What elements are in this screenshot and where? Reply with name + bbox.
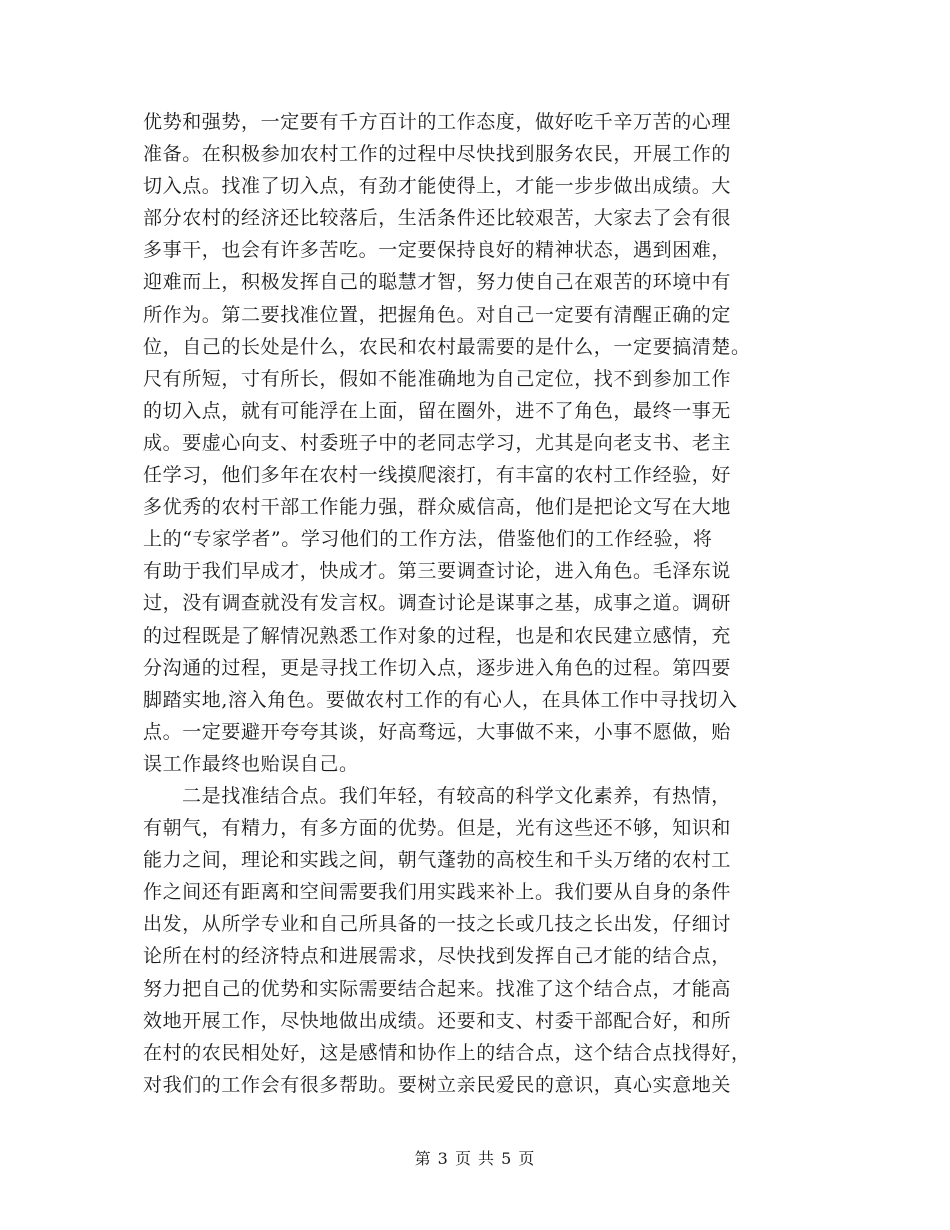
text-line: 位，自己的长处是什么，农民和农村最需要的是什么，一定要搞清楚。 (143, 335, 751, 358)
text-line: 点。一定要避开夸夸其谈，好高骛远，大事做不来，小事不愿做，贻 (143, 720, 732, 743)
text-line: 多事干，也会有许多苦吃。一定要保持良好的精神状态，遇到困难， (143, 239, 732, 262)
text-line: 任学习，他们多年在农村一线摸爬滚打，有丰富的农村工作经验，好 (143, 464, 732, 487)
text-line: 误工作最终也贻误自己。 (143, 752, 359, 775)
paragraph-start-line: 二是找准结合点。我们年轻，有较高的科学文化素养，有热情， (182, 784, 731, 807)
text-line: 有朝气，有精力，有多方面的优势。但是，光有这些还不够，知识和 (143, 817, 732, 840)
text-line: 的切入点，就有可能浮在上面，留在圈外，进不了角色，最终一事无 (143, 399, 732, 422)
text-line: 分沟通的过程，更是寻找工作切入点，逐步进入角色的过程。第四要 (143, 656, 732, 679)
text-line: 在村的农民相处好，这是感情和协作上的结合点，这个结合点找得好， (143, 1041, 751, 1064)
text-line: 切入点。找准了切入点，有劲才能使得上，才能一步步做出成绩。大 (143, 175, 732, 198)
text-line: 多优秀的农村干部工作能力强，群众威信高，他们是把论文写在大地 (143, 496, 732, 519)
text-line: 成。要虚心向支、村委班子中的老同志学习，尤其是向老支书、老主 (143, 431, 732, 454)
text-line: 部分农村的经济还比较落后，生活条件还比较艰苦，大家去了会有很 (143, 207, 732, 230)
text-line: 上的“专家学者”。学习他们的工作方法，借鉴他们的工作经验，将 (143, 528, 713, 551)
text-line: 准备。在积极参加农村工作的过程中尽快找到服务农民，开展工作的 (143, 143, 732, 166)
text-line: 尺有所短，寸有所长，假如不能准确地为自己定位，找不到参加工作 (143, 367, 732, 390)
text-line: 优势和强势，一定要有千方百计的工作态度，做好吃千辛万苦的心理 (143, 111, 732, 133)
text-line: 论所在村的经济特点和进展需求，尽快找到发挥自己才能的结合点， (143, 945, 732, 968)
text-line: 有助于我们早成才，快成才。第三要调查讨论，进入角色。毛泽东说 (143, 560, 732, 583)
text-line: 脚踏实地,溶入角色。要做农村工作的有心人，在具体工作中寻找切入 (143, 688, 738, 711)
text-line: 所作为。第二要找准位置，把握角色。对自己一定要有清醒正确的定 (143, 303, 732, 326)
text-line: 能力之间，理论和实践之间，朝气蓬勃的高校生和千头万绪的农村工 (143, 849, 732, 872)
text-line: 效地开展工作，尽快地做出成绩。还要和支、村委干部配合好，和所 (143, 1009, 732, 1032)
text-line: 过，没有调查就没有发言权。调查讨论是谋事之基，成事之道。调研 (143, 592, 732, 615)
text-line: 出发，从所学专业和自己所具备的一技之长或几技之长出发，仔细讨 (143, 913, 732, 936)
text-line: 迎难而上，积极发挥自己的聪慧才智，努力使自己在艰苦的环境中有 (143, 271, 732, 294)
text-line: 作之间还有距离和空间需要我们用实践来补上。我们要从自身的条件 (143, 881, 732, 904)
text-line: 努力把自己的优势和实际需要结合起来。找准了这个结合点，才能高 (143, 977, 732, 1000)
text-line: 对我们的工作会有很多帮助。要树立亲民爱民的意识，真心实意地关 (143, 1073, 732, 1096)
text-line: 的过程既是了解情况熟悉工作对象的过程，也是和农民建立感情，充 (143, 624, 732, 647)
page-number-footer: 第 3 页 共 5 页 (414, 1149, 536, 1168)
body-text (143, 106, 815, 1101)
